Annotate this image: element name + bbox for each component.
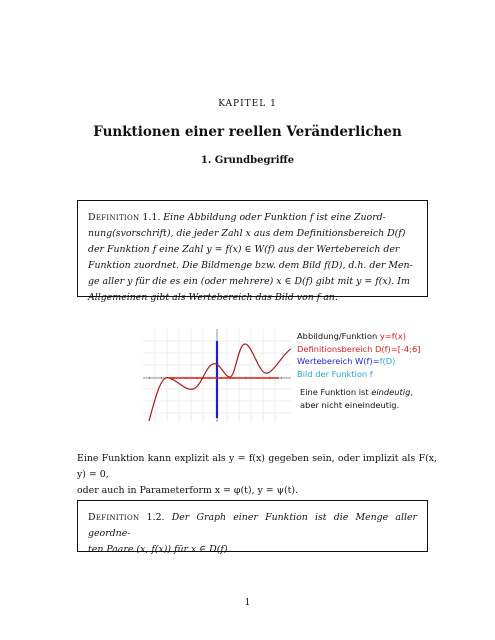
page-number: 1	[244, 598, 251, 608]
chapter-heading: KAPITEL 1	[218, 99, 277, 109]
legend-range	[297, 355, 421, 368]
definition-1-head: Definition	[88, 212, 140, 223]
definition-2-text-2: ten Paare (x, f(x)) für x ∈ D(f).	[88, 544, 231, 555]
note-prefix: Eine Funktion ist	[300, 387, 372, 397]
function-curve	[149, 344, 291, 421]
definition-1-line-1	[88, 210, 417, 226]
body-paragraph	[77, 451, 437, 499]
note-line-1	[300, 386, 413, 399]
paragraph-line-2: oder auch in Parameterform x = φ(t), y = ψ(t).	[77, 485, 299, 496]
definition-box-1	[77, 200, 428, 303]
definition-2-number: 1.2.	[146, 512, 165, 523]
legend-image: Bild der Funktion f	[297, 368, 373, 379]
legend-range-label: Wertebereich W(f)=	[297, 356, 380, 366]
graph-legend	[297, 330, 421, 380]
definition-2-line-1	[88, 510, 417, 542]
definition-1-text-1: Eine Abbildung oder Funktion f ist eine Zuord-	[163, 212, 386, 223]
definition-1-text-3: der Funktion f eine Zahl y = f(x) ∈ W(f) aus der Wertebereich der	[88, 244, 400, 255]
legend-function	[297, 330, 421, 343]
function-graph	[143, 329, 291, 422]
graph-note	[300, 386, 413, 411]
definition-1-text-6: Allgemeinen gibt als Wertebereich das Bild von f an.	[88, 292, 338, 303]
note-suffix: ,	[410, 387, 414, 397]
definition-1-text-2: nung(svorschrift), die jeder Zahl x aus dem Definitionsbereich D(f)	[88, 228, 406, 239]
legend-domain: Definitionsbereich D(f)=[-4;6]	[297, 343, 421, 354]
legend-function-formula: y=f(x)	[379, 331, 407, 341]
paragraph-line-1: Eine Funktion kann explizit als y = f(x) gegeben sein, oder implizit als F(x, y) = 0,	[77, 453, 437, 480]
legend-function-label: Abbildung/Funktion	[297, 331, 380, 341]
legend-range-value: f(D)	[379, 356, 396, 366]
note-line-2: aber nicht eineindeutig.	[300, 399, 400, 410]
definition-2-head: Definition	[88, 512, 140, 523]
page-title: Funktionen einer reellen Veränderlichen	[93, 124, 402, 140]
definition-1-number: 1.1.	[142, 212, 161, 223]
note-emphasis: eindeutig	[371, 387, 411, 397]
definition-1-text-5: ge aller y für die es ein (oder mehrere) x ∈ D(f) gibt mit y = f(x). Im	[88, 276, 410, 287]
section-heading: 1. Grundbegriffe	[200, 155, 295, 166]
definition-box-2	[77, 500, 428, 555]
definition-1-text-4: Funktion zuordnet. Die Bildmenge bzw. dem Bild f(D), d.h. der Men-	[88, 260, 413, 271]
definition-2-text-1: Der Graph einer Funktion ist die Menge aller geordne-	[88, 512, 418, 539]
